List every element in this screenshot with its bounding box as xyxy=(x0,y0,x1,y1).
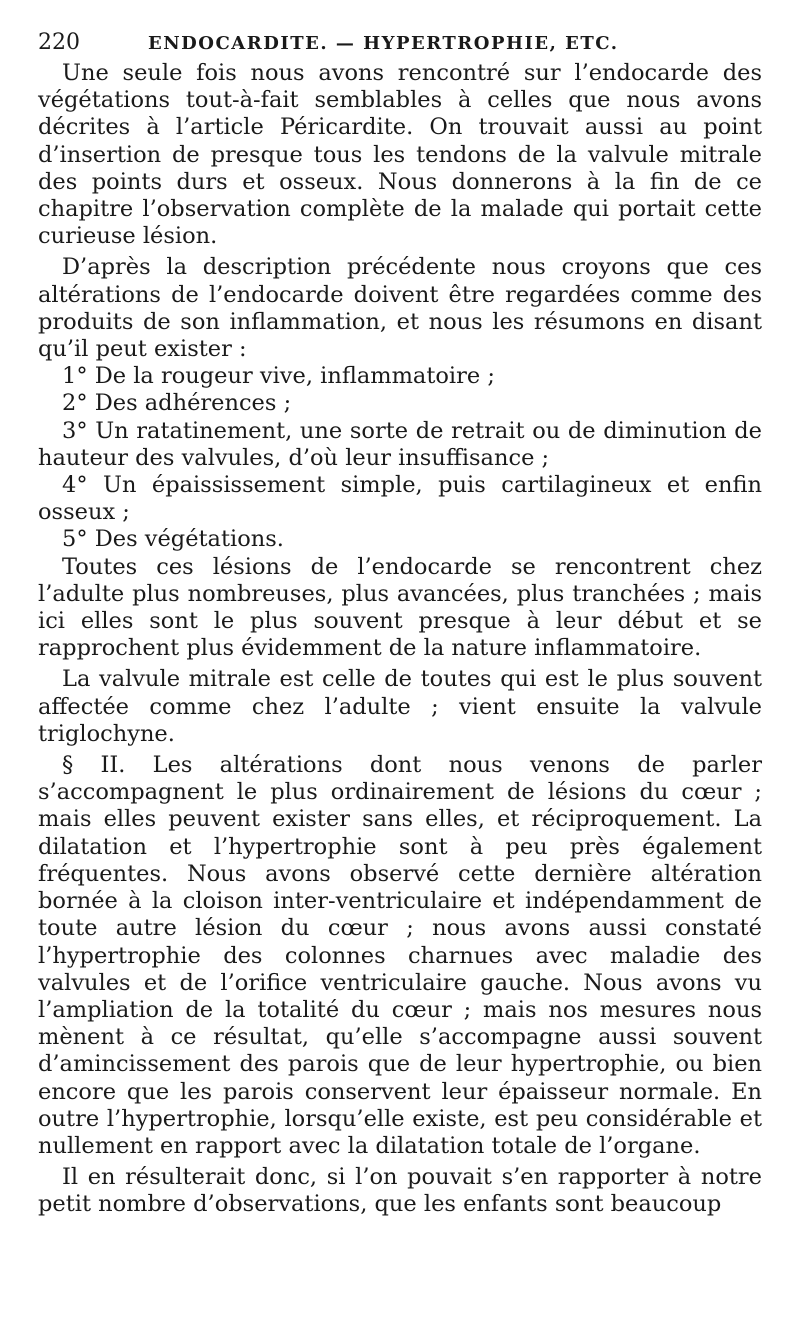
body-text xyxy=(38,60,762,1219)
paragraph-conclusion: Il en résulterait donc, si l’on pouvait s’en rapporter à notre petit nombre d’observations, que les enfants sont beaucoup xyxy=(38,1164,762,1218)
page-number: 220 xyxy=(38,30,80,55)
list-item-1: 1° De la rougeur vive, inflammatoire ; xyxy=(62,363,495,390)
paragraph-section-ii: § II. Les altérations dont nous venons de parler s’accompagnent le plus ordinairement de lésions du cœur ; mais elles peuvent exister sans elles, et réciproquement. La dilatation et l’hypertrophie sont à peu près également fréquentes. Nous avons observé cette dernière altération bornée à la cloison inter-ventriculaire et indépendamment de toute autre lésion du cœur ; nous avons aussi constaté l’hypertrophie des colonnes charnues avec maladie des valvules et de l’orifice ventriculaire gauche. Nous avons vu l’ampliation de la totalité du cœur ; mais nos mesures nous mènent à ce résultat, qu’elle s’accompagne aussi souvent d’amincissement des parois que de leur hypertrophie, ou bien encore que les parois conservent leur épaisseur normale. En outre l’hypertrophie, lorsqu’elle existe, est peu considérable et nullement en rapport avec la dilatation totale de l’organe. xyxy=(38,752,762,1159)
list-item-3: 3° Un ratatinement, une sorte de retrait ou de diminution de hauteur des valvules, d’où leur insuffisance ; xyxy=(38,417,762,471)
running-title: ENDOCARDITE. — HYPERTROPHIE, ETC. xyxy=(148,33,619,54)
running-head xyxy=(38,30,762,60)
list-item-4: 4° Un épaississement simple, puis cartilagineux et enfin osseux ; xyxy=(38,472,762,526)
paragraph-mitral-valve: La valvule mitrale est celle de toutes qui est le plus souvent affectée comme chez l’adulte ; vient ensuite la valvule triglochyne. xyxy=(38,666,762,747)
book-page xyxy=(38,30,762,1219)
list-item-5: 5° Des végétations. xyxy=(62,526,284,553)
paragraph-summary-intro: D’après la description précédente nous croyons que ces altérations de l’endocarde doivent être regardées comme des produits de son inflammation, et nous les résumons en disant qu’il peut exister : xyxy=(38,254,762,363)
paragraph-adult-comparison: Toutes ces lésions de l’endocarde se rencontrent chez l’adulte plus nombreuses, plus avancées, plus tranchées ; mais ici elles sont le plus souvent presque à leur début et se rapprochent plus évidemment de la nature inflammatoire. xyxy=(38,553,762,662)
paragraph-vegetations: Une seule fois nous avons rencontré sur l’endocarde des végétations tout-à-fait semblables à celles que nous avons décrites à l’article Péricardite. On trouvait aussi au point d’insertion de presque tous les tendons de la valvule mitrale des points durs et osseux. Nous donnerons à la fin de ce chapitre l’observation complète de la malade qui portait cette curieuse lésion. xyxy=(38,60,762,250)
list-item-2: 2° Des adhérences ; xyxy=(62,390,292,417)
